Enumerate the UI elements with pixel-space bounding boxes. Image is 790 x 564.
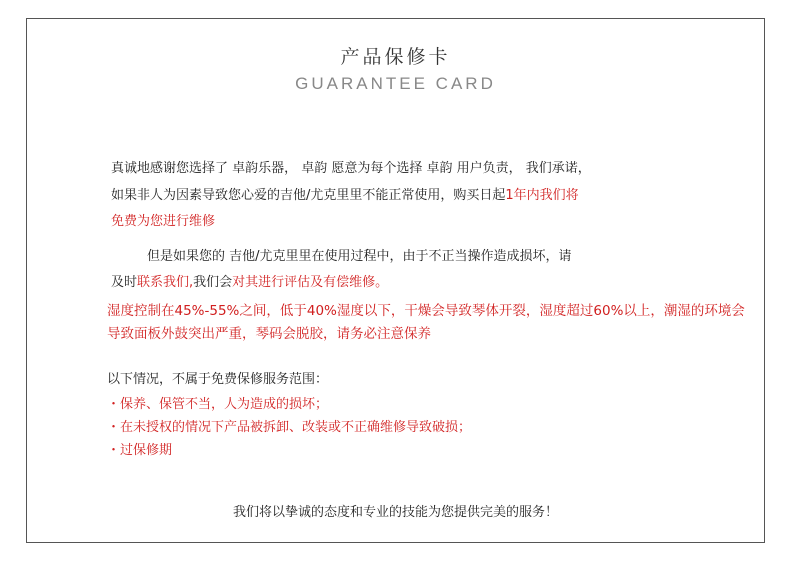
exclusions-heading: 以下情况，不属于免费保修服务范围： xyxy=(107,372,329,387)
closing-statement: 我们将以挚诚的态度和专业的技能为您提供完美的服务！ xyxy=(232,505,558,520)
paragraph1-line2-text: 如果非人为因素导致您心爱的吉他/尤克里里不能正常使用，购买日起 xyxy=(111,188,506,203)
exclusion-item: ・保养、保管不当，人为造成的损坏； xyxy=(107,397,329,412)
card-subtitle: GUARANTEE CARD xyxy=(295,74,496,93)
paragraph1-line2 xyxy=(111,184,579,203)
exclusion-item: ・过保修期 xyxy=(107,443,173,458)
paragraph1-line1: 真诚地感谢您选择了 卓韵乐器， 卓韵 愿意为每个选择 卓韵 用户负责， 我们承诺， xyxy=(111,161,591,176)
exclusion-item: ・在未授权的情况下产品被拆卸、改装或不正确维修导致破损； xyxy=(107,420,472,435)
humidity-notice-line1: 湿度控制在45%-55%之间，低于40%湿度以下，干燥会导致琴体开裂，湿度超过60%以上，潮湿的环境会 xyxy=(107,303,745,319)
paid-repair-highlight: 对其进行评估及有偿维修。 xyxy=(232,275,389,290)
paragraph2-line2 xyxy=(111,271,388,290)
warranty-period-highlight: 1年内我们将 xyxy=(505,188,579,203)
card-title: 产品保修卡 xyxy=(340,46,451,68)
guarantee-card xyxy=(26,18,765,543)
paragraph2-text-b: 我们会 xyxy=(193,275,233,290)
free-repair-highlight: 免费为您进行维修 xyxy=(111,214,216,229)
humidity-notice-line2: 导致面板外鼓突出严重，琴码会脱胶，请务必注意保养 xyxy=(107,326,431,342)
contact-us-highlight: 联系我们, xyxy=(137,275,194,290)
paragraph2-line1: 但是如果您的 吉他/尤克里里在使用过程中，由于不正当操作造成损坏，请 xyxy=(147,249,572,264)
paragraph2-text-a: 及时 xyxy=(111,275,138,290)
